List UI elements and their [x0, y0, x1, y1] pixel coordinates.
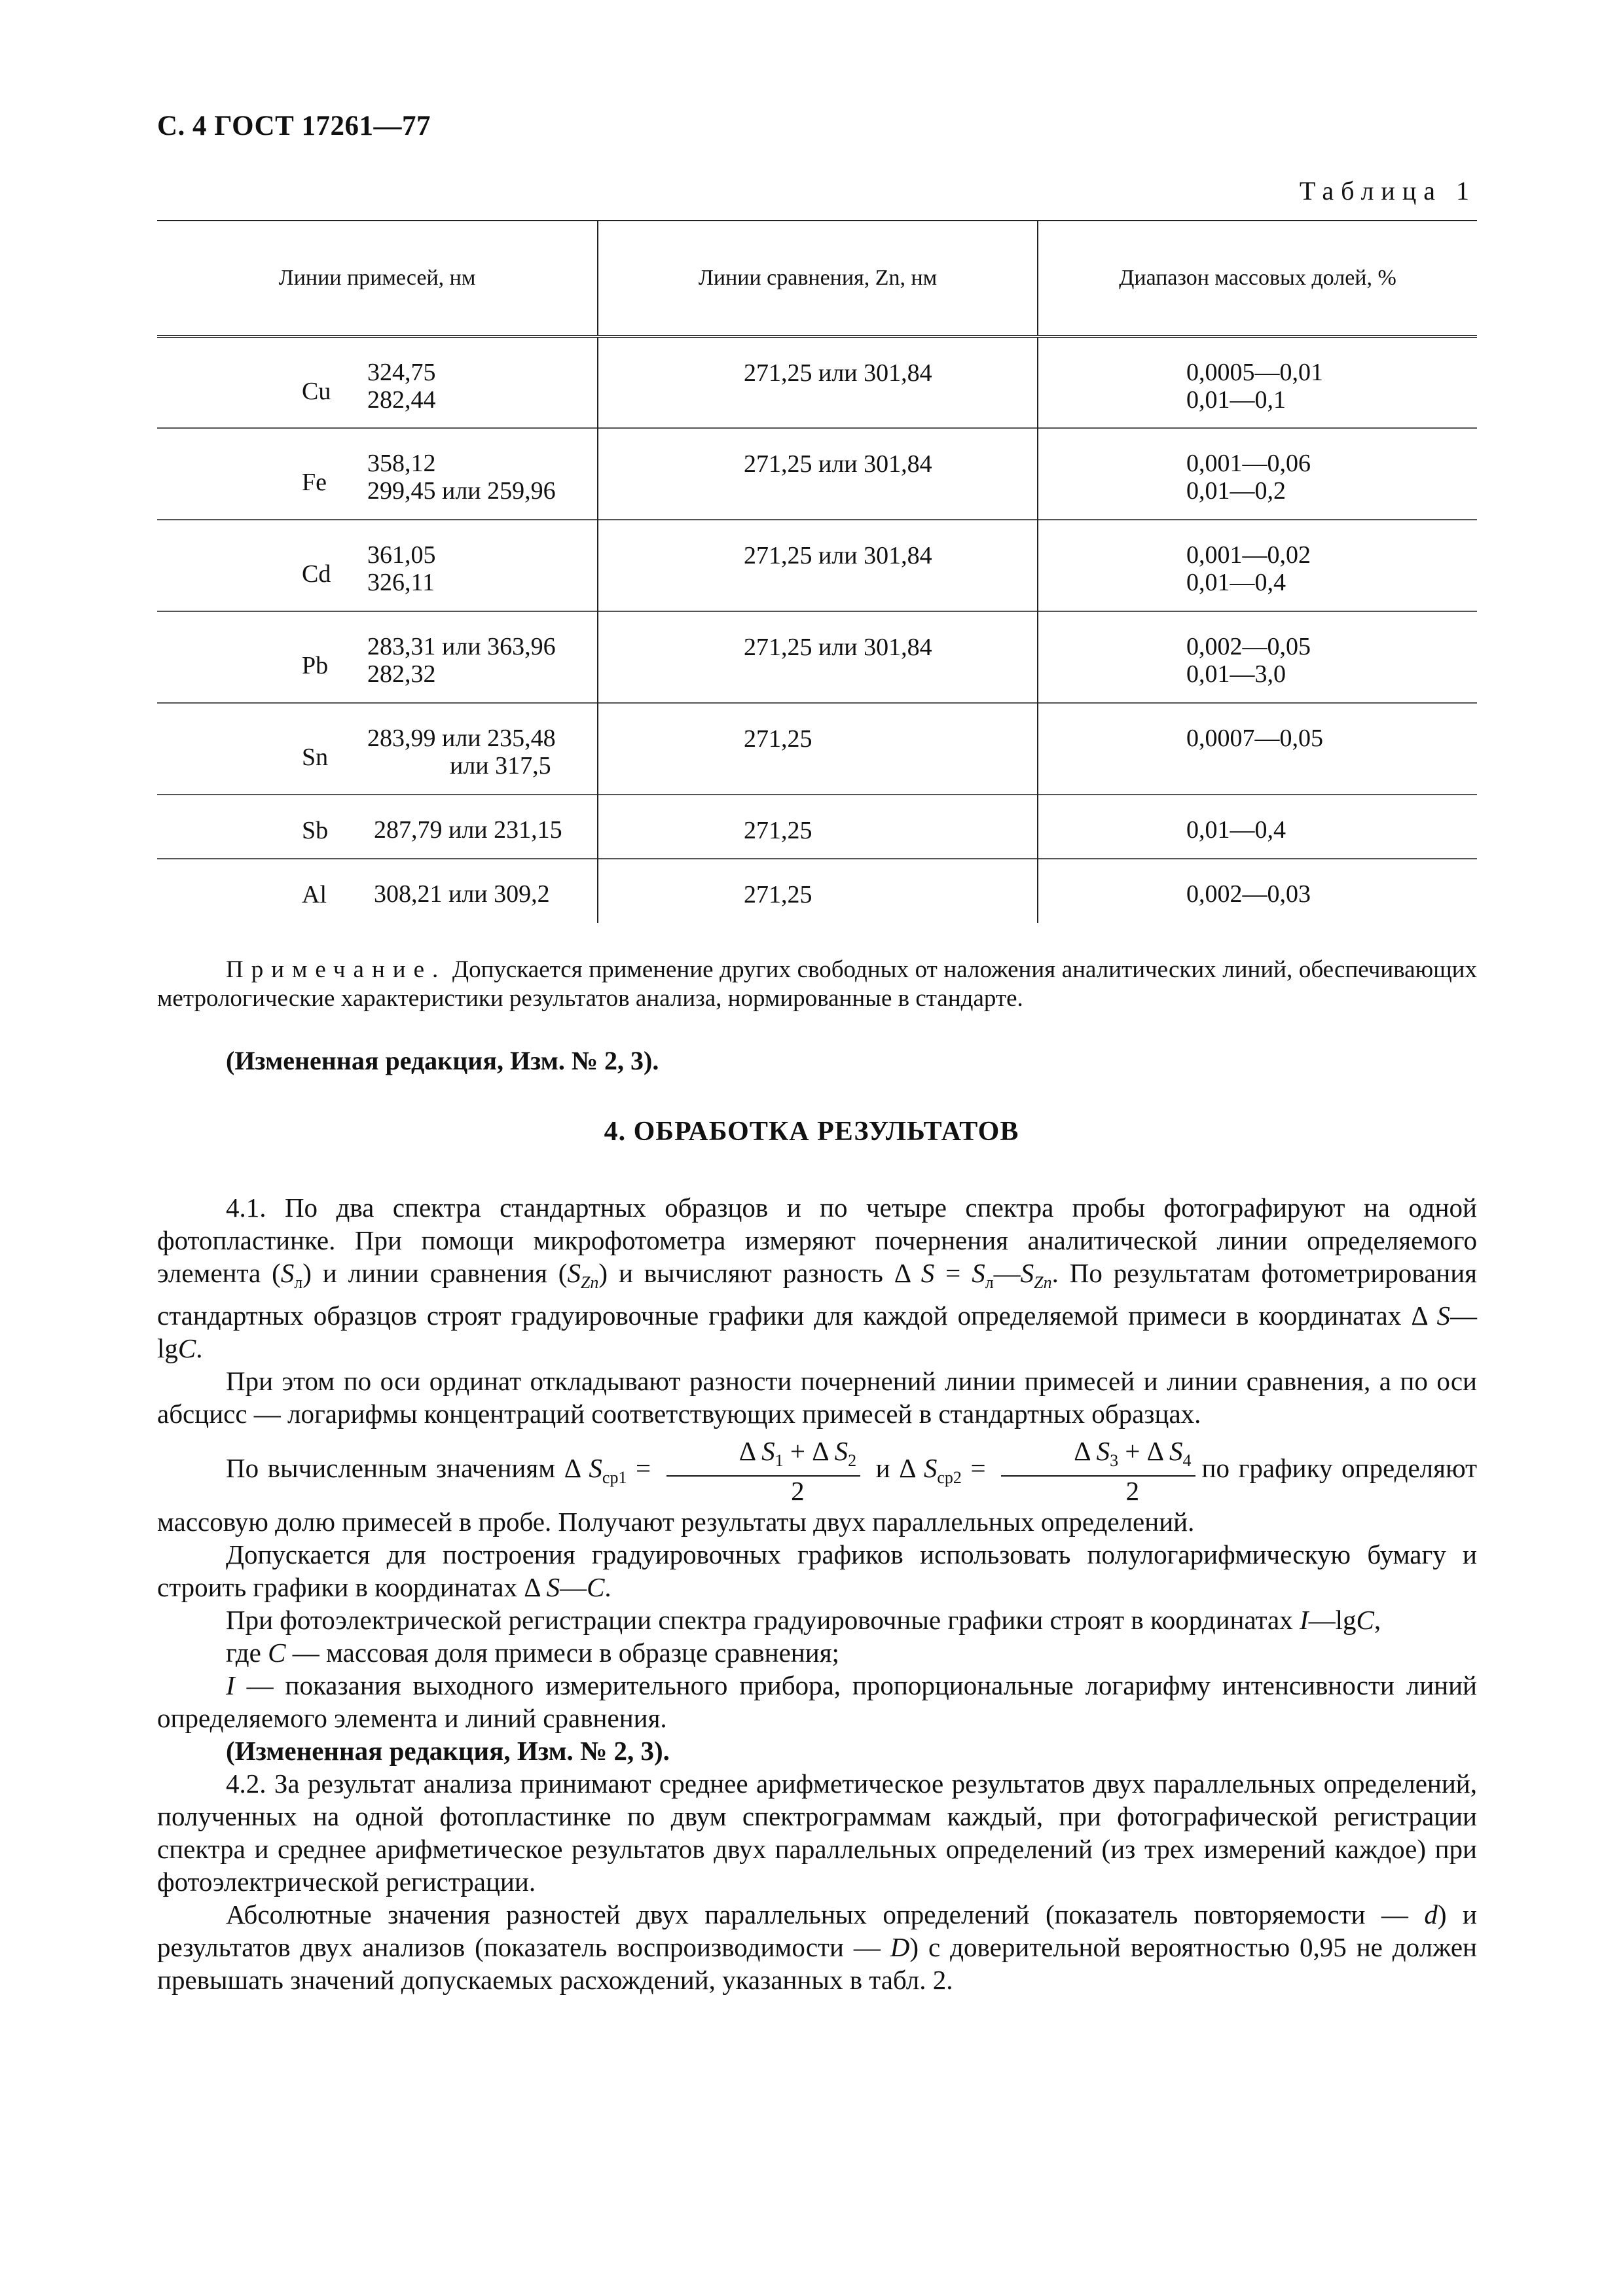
comparison-line-cell: 271,25 или 301,84	[598, 336, 1038, 428]
impurity-cell	[157, 428, 598, 520]
element-symbol: Pb	[302, 652, 329, 679]
impurity-line-value: 282,32	[367, 660, 436, 688]
table-row	[157, 336, 1477, 428]
element-symbol: Al	[302, 881, 327, 908]
range-cell	[1038, 611, 1477, 703]
impurity-cell	[157, 859, 598, 923]
element-symbol: Cd	[302, 560, 331, 588]
section-title: 4. ОБРАБОТКА РЕЗУЛЬТАТОВ	[604, 1117, 1019, 1147]
range-value: 0,002—0,05	[1186, 633, 1311, 660]
range-cell	[1038, 859, 1477, 923]
impurity-line-value: 282,44	[367, 386, 436, 414]
element-symbol: Sn	[302, 744, 329, 771]
comparison-line-cell: 271,25 или 301,84	[598, 428, 1038, 520]
impurity-cell	[157, 336, 598, 428]
range-value: 0,01—0,1	[1186, 386, 1286, 414]
impurity-line-value: 358,12	[367, 450, 436, 477]
paragraph-4-1: 4.1. По два спектра стандартных образцов и по четыре спектра пробы фотографируют на одной фотопластинке. При помощи микрофотометра измеряют почернения аналитической линии определяемого элемента $(S_л)$ и линии сравнения $(S_{Zn})$ и вычисляют разность Δ $S = S_л—S_{Zn}$. По результатам фотометрирования стандартных образцов строят градуировочные графики для каждой определяемой примеси в координатах Δ S—lgC.	[157, 1193, 1478, 1364]
impurity-line-value: 361,05	[367, 541, 436, 569]
note-text: Допускается применение других свободных от наложения аналитических линий, обеспечивающих метрологические характеристики результатов анализа, нормированные в стандарте.	[157, 956, 1477, 1012]
column-header: Линии примесей, нм	[157, 221, 598, 336]
column-header: Линии сравнения, Zn, нм	[598, 221, 1038, 336]
impurity-line-value: или 317,5	[450, 752, 551, 780]
range-cell	[1038, 428, 1477, 520]
range-cell	[1038, 336, 1477, 428]
impurity-line-value: 324,75	[367, 359, 436, 386]
range-value: 0,01—0,4	[1186, 816, 1286, 844]
range-value: 0,01—0,4	[1186, 569, 1286, 596]
impurity-line-value: 283,99 или 235,48	[367, 725, 556, 752]
table-note	[157, 956, 1477, 1013]
paragraph-4-2: 4.2. За результат анализа принимают среднее арифметическое результатов двух параллельных определений, полученных на одной фотопластинке по двум спектрограммам каждый, при фотографической регистрации спектра и среднее арифметическое результатов двух параллельных определений (из трех измерений каждое) при фотоэлектрической регистрации.	[157, 1768, 1477, 1897]
paragraph-photo: При фотоэлектрической регистрации спектра градуировочные графики строят в координатах I—lgC,	[226, 1605, 1381, 1636]
range-value: 0,002—0,03	[1186, 880, 1311, 908]
comparison-line-cell: 271,25	[598, 795, 1038, 859]
paragraph-abs: Абсолютные значения разностей двух параллельных определений (показатель повторяемости — d) и результатов двух анализов (показатель воспроизводимости — D) с доверительной вероятностью 0,95 не должен превышать значений допускаемых расхождений, указанных в табл. 2.	[157, 1899, 1477, 1996]
page-header: С. 4 ГОСТ 17261—77	[157, 111, 431, 141]
changed-edition-2: (Измененная редакция, Изм. № 2, 3).	[226, 1736, 670, 1767]
comparison-line-cell: 271,25	[598, 703, 1038, 795]
range-value: 0,01—3,0	[1186, 660, 1286, 688]
impurity-line-value: 326,11	[367, 569, 435, 596]
changed-edition-1: (Измененная редакция, Изм. № 2, 3).	[226, 1046, 659, 1075]
section-body	[157, 1191, 1477, 1996]
impurity-line-value: 299,45 или 259,96	[367, 477, 556, 505]
range-value: 0,01—0,2	[1186, 477, 1286, 505]
range-cell	[1038, 703, 1477, 795]
range-value: 0,0007—0,05	[1186, 725, 1323, 752]
paragraph-where-c: где C — массовая доля примеси в образце сравнения;	[226, 1638, 839, 1668]
element-symbol: Fe	[302, 469, 327, 496]
impurity-line-value: 308,21 или 309,2	[374, 880, 550, 908]
table-row	[157, 859, 1477, 923]
comparison-line-cell: 271,25	[598, 859, 1038, 923]
impurity-cell	[157, 703, 598, 795]
element-symbol: Sb	[302, 817, 329, 844]
comparison-line-cell: 271,25 или 301,84	[598, 520, 1038, 611]
paragraph-calc: По вычисленным значениям Δ $S_{ср1}$ = $\frac{\Delta S_1 + \Delta S_2}{2}$ и Δ $S_{ср2}$ = $\frac{\Delta S_3 + \Delta S_4}{2}$ по графику определяют массовую долю примесей в пробе. Получают результаты двух параллельных определений.	[157, 1436, 1477, 1537]
table-row	[157, 428, 1477, 520]
paragraph-semilog: Допускается для построения градуировочных графиков использовать полулогарифмическую бумагу и строить графики в координатах Δ S—C.	[157, 1539, 1477, 1603]
range-value: 0,001—0,06	[1186, 450, 1311, 477]
impurity-line-value: 287,79 или 231,15	[374, 816, 562, 844]
paragraph-where-i: I — показания выходного измерительного прибора, пропорциональные логарифму интенсивности линий определяемого элемента и линий сравнения.	[157, 1670, 1477, 1734]
range-value: 0,0005—0,01	[1186, 359, 1323, 386]
range-value: 0,001—0,02	[1186, 541, 1311, 569]
impurity-line-value: 283,31 или 363,96	[367, 633, 556, 660]
formula-fraction-2: $\frac{\Delta S_3 + \Delta S_4}{2}$	[1001, 1437, 1195, 1505]
table-caption: Таблица 1	[1299, 176, 1476, 206]
formula-fraction-1: $\frac{\Delta S_1 + \Delta S_2}{2}$	[666, 1437, 860, 1505]
table-row	[157, 611, 1477, 703]
paragraph-axes: При этом по оси ординат откладывают разности почернений линии примесей и линии сравнения, а по оси абсцисс — логарифмы концентраций соответствующих примесей в стандартных образцах.	[157, 1366, 1477, 1429]
table-header-row	[157, 221, 1477, 336]
comparison-line-cell: 271,25 или 301,84	[598, 611, 1038, 703]
note-label: Примечание.	[226, 956, 447, 983]
table-row	[157, 520, 1477, 611]
table-row	[157, 795, 1477, 859]
lines-table	[157, 220, 1477, 923]
element-symbol: Cu	[302, 378, 331, 405]
impurity-cell	[157, 520, 598, 611]
column-header: Диапазон массовых долей, %	[1038, 221, 1477, 336]
range-cell	[1038, 520, 1477, 611]
range-cell	[1038, 795, 1477, 859]
impurity-cell	[157, 795, 598, 859]
impurity-cell	[157, 611, 598, 703]
table-row	[157, 703, 1477, 795]
